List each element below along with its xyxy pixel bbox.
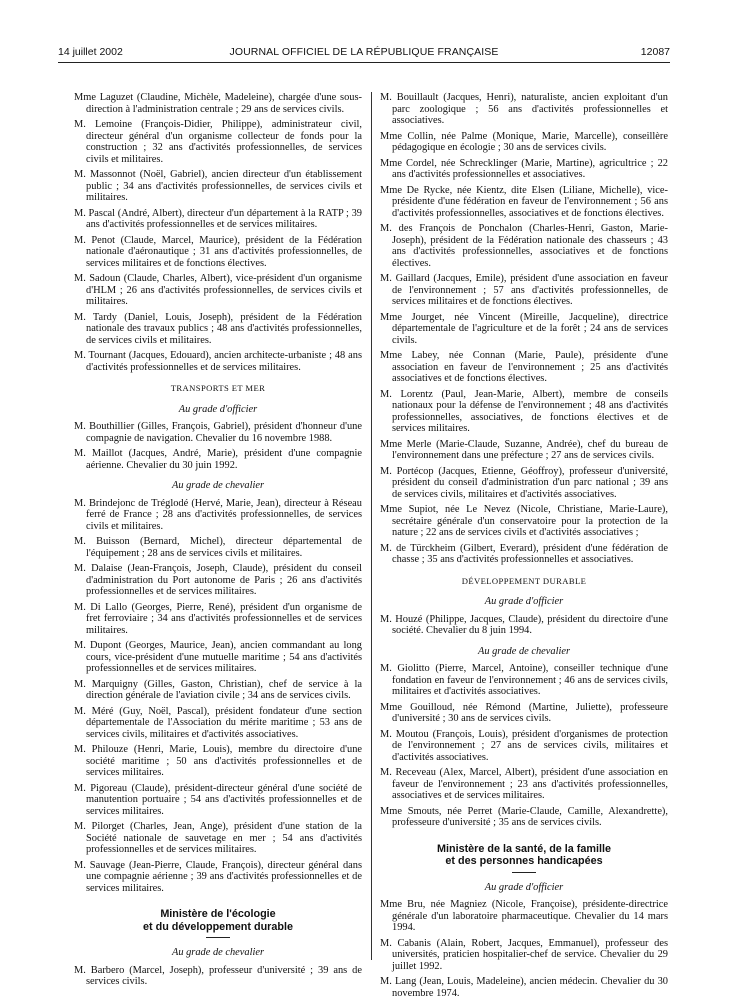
honoree-entry: Mme Labey, née Connan (Marie, Paule), présidente d'une association en faveur de l'environnement ; 25 ans d'activités associatives et de fonctions électives. — [380, 350, 668, 384]
honoree-entry: M. Maillot (Jacques, André, Marie), président d'une compagnie aérienne. Chevalier du 30 juin 1992. — [74, 448, 362, 471]
ministry-heading-line: Ministère de l'écologie — [160, 908, 276, 920]
honoree-entry: M. Bouthillier (Gilles, François, Gabriel), président d'honneur d'une compagnie de navigation. Chevalier du 16 novembre 1988. — [74, 421, 362, 444]
ministry-heading-line: Ministère de la santé, de la famille — [436, 842, 611, 855]
honoree-entry: M. Philouze (Henri, Marie, Louis), membre du directoire d'une société maritime ; 50 ans d'activités professionnelles et de services militaires. — [74, 744, 362, 778]
page-number: 12087 — [640, 46, 670, 58]
honoree-entry: M. Portécop (Jacques, Etienne, Géoffroy), professeur d'université, président du conseil d'administration d'un parc national ; 39 ans de services civils, militaires et d'activités associatives. — [380, 465, 668, 500]
header-rule — [58, 62, 670, 63]
honoree-entry: M. Tardy (Daniel, Louis, Joseph), président de la Fédération nationale des travaux publics ; 48 ans d'activités professionnelles, de services civils et militaires. — [74, 311, 362, 346]
ministry-heading-sante — [380, 843, 668, 873]
honoree-entry: M. Lang (Jean, Louis, Madeleine), ancien médecin. Chevalier du 30 novembre 1974. — [380, 976, 668, 999]
column-divider — [371, 92, 372, 960]
honoree-entry: M. Dupont (Georges, Maurice, Jean), ancien commandant au long cours, vice-président d'une mutuelle maritime ; 54 ans d'activités professionnelles et de services militaires. — [74, 640, 362, 674]
honoree-entry: M. Barbero (Marcel, Joseph), professeur d'université ; 39 ans de services civils. — [74, 964, 362, 987]
left-column — [74, 92, 362, 992]
honoree-entry: M. Pascal (André, Albert), directeur d'un département à la RATP ; 39 ans d'activités professionnelles et de services militaires. — [74, 207, 362, 230]
honoree-entry: M. Lorentz (Paul, Jean-Marie, Albert), membre de conseils nationaux pour la défense de l'environnement ; 48 ans d'activités professionnelles, associatives, de fonctions électives et de services militaires. — [380, 388, 668, 434]
honoree-entry: M. Bouillault (Jacques, Henri), naturaliste, ancien exploitant d'un parc zoologique ; 56 ans d'activités professionnelles et associatives. — [380, 92, 668, 126]
honoree-entry: M. Pigoreau (Claude), président-directeur général d'une société de manutention portuaire ; 54 ans d'activités professionnelles et de services militaires. — [74, 782, 362, 817]
honoree-entry: M. Lemoine (François-Didier, Philippe), administrateur civil, directeur général d'un organisme collecteur de fonds pour la construction ; 32 ans d'activités professionnelles, de services civils et militaires. — [74, 119, 362, 165]
honoree-entry: M. Massonnot (Noël, Gabriel), ancien directeur d'un établissement public ; 34 ans d'activités professionnelles, de services civils et militaires. — [74, 169, 362, 203]
ministry-heading-line: et des personnes handicapées — [445, 855, 603, 867]
honoree-entry: M. Sauvage (Jean-Pierre, Claude, François), directeur général dans une compagnie aérienne ; 39 ans d'activités professionnelles et de services militaires. — [74, 859, 362, 894]
honoree-entry: Mme De Rycke, née Kientz, dite Elsen (Liliane, Michelle), vice-présidente d'une fédération en faveur de l'environnement ; 56 ans d'activités professionnelles, associatives et de fonctions électives. — [380, 184, 668, 219]
honoree-entry: M. Méré (Guy, Noël, Pascal), président fondateur d'une section départementale de l'Association du mérite maritime ; 53 ans de services civils, militaires et d'activités associatives. — [74, 705, 362, 740]
honoree-entry: M. Giolitto (Pierre, Marcel, Antoine), conseiller technique d'une fondation en faveur de l'environnement ; 46 ans de services civils, militaires et d'activités associatives. — [380, 663, 668, 697]
journal-title: JOURNAL OFFICIEL DE LA RÉPUBLIQUE FRANÇAISE — [229, 46, 499, 58]
honoree-entry: M. Sadoun (Claude, Charles, Albert), vice-président d'un organisme d'HLM ; 26 ans d'activités professionnelles, de services civils et militaires. — [74, 273, 362, 307]
grade-heading-officier: Au grade d'officier — [484, 596, 564, 607]
honoree-entry: M. Houzé (Philippe, Jacques, Claude), président du directoire d'une société. Chevalier du 8 juin 1994. — [380, 613, 668, 636]
honoree-entry: Mme Collin, née Palme (Monique, Marie, Marcelle), conseillère pédagogique en écologie ; 30 ans de services civils. — [380, 130, 668, 153]
dev-officier-list — [380, 614, 668, 637]
page-header — [58, 46, 670, 60]
sante-officier-list — [380, 899, 668, 999]
honoree-entry: Mme Smouts, née Perret (Marie-Claude, Camille, Alexandrette), professeure d'université ; 35 ans de services civils. — [380, 805, 668, 828]
honoree-entry: M. Brindejonc de Tréglodé (Hervé, Marie, Jean), directeur à Réseau ferré de France ; 28 ans d'activités professionnelles, de services civils et militaires. — [74, 497, 362, 532]
grade-heading-chevalier: Au grade de chevalier — [171, 480, 265, 491]
honoree-entry: Mme Merle (Marie-Claude, Suzanne, Andrée), chef du bureau de l'environnement dans une préfecture ; 27 ans de services civils. — [380, 438, 668, 461]
honoree-entry: M. Gaillard (Jacques, Emile), président d'une association en faveur de l'environnement ; 57 ans d'activités professionnelles, de services militaires et de fonctions électives. — [380, 273, 668, 307]
honoree-entry: Mme Gouilloud, née Rémond (Martine, Juliette), professeure d'université ; 30 ans de services civils. — [380, 701, 668, 724]
honoree-entry: Mme Supiot, née Le Nevez (Nicole, Christiane, Marie-Laure), secrétaire générale d'un conservatoire pour la protection de la nature ; 22 ans de services civils et d'activités associatives ; — [380, 504, 668, 538]
ministry-separator — [512, 872, 536, 873]
transports-officier-list — [74, 421, 362, 471]
honoree-entry: M. Tournant (Jacques, Edouard), ancien architecte-urbaniste ; 48 ans d'activités professionnelles et de services militaires. — [74, 350, 362, 373]
honoree-entry: M. Dalaise (Jean-François, Joseph, Claude), président du conseil d'administration du Port autonome de Paris ; 26 ans d'activités professionnelles et de services militaires. — [74, 563, 362, 597]
section-title-developpement: DÉVELOPPEMENT DURABLE — [461, 575, 587, 586]
ecologie-chevalier-list — [74, 965, 362, 988]
honoree-entry: M. de Türckheim (Gilbert, Everard), président d'une fédération de chasse ; 35 ans d'activités professionnelles et associatives. — [380, 542, 668, 565]
honoree-entry: M. Cabanis (Alain, Robert, Jacques, Emmanuel), professeur des universités, praticien hospitalier-chef de service. Chevalier du 29 juillet 1992. — [380, 937, 668, 972]
honoree-entry: M. des François de Ponchalon (Charles-Henri, Gaston, Marie-Joseph), président de la Fédération nationale des chasseurs ; 43 ans d'activités professionnelles, associatives et de fonctions électives. — [380, 223, 668, 269]
honoree-entry: M. Buisson (Bernard, Michel), directeur départemental de l'équipement ; 28 ans de services civils et militaires. — [74, 536, 362, 559]
honoree-entry: Mme Jourget, née Vincent (Mireille, Jacqueline), directrice départementale de l'agriculture et de la forêt ; 24 ans de services civils. — [380, 311, 668, 346]
section-title-transports: TRANSPORTS ET MER — [170, 383, 266, 393]
left-intro-list — [74, 92, 362, 373]
honoree-entry: M. Penot (Claude, Marcel, Maurice), président de la Fédération nationale d'aéronautique ; 31 ans d'activités professionnelles, de services militaires et de fonctions électives. — [74, 234, 362, 269]
honoree-entry: M. Di Lallo (Georges, Pierre, René), président d'un organisme de fret ferroviaire ; 34 ans d'activités professionnelles et de services militaires. — [74, 601, 362, 636]
grade-heading-chevalier: Au grade de chevalier — [171, 947, 265, 958]
honoree-entry: M. Receveau (Alex, Marcel, Albert), président d'une association en faveur de l'environnement ; 23 ans d'activités professionnelles, associatives et de services militaires. — [380, 767, 668, 801]
grade-heading-officier: Au grade d'officier — [484, 881, 564, 893]
right-intro-list — [380, 92, 668, 566]
honoree-entry: Mme Laguzet (Claudine, Michèle, Madeleine), chargée d'une sous-direction à l'administration centrale ; 29 ans de services civils. — [74, 92, 362, 115]
honoree-entry: Mme Bru, née Magniez (Nicole, Françoise), présidente-directrice générale d'un laboratoire pharmaceutique. Chevalier du 14 mars 1994. — [380, 899, 668, 933]
grade-heading-officier: Au grade d'officier — [178, 403, 258, 415]
honoree-entry: Mme Cordel, née Schrecklinger (Marie, Martine), agricultrice ; 22 ans d'activités professionnelles et associatives. — [380, 157, 668, 180]
right-column — [380, 92, 668, 1003]
honoree-entry: M. Marquigny (Gilles, Gaston, Christian), chef de service à la direction générale de l'aviation civile ; 34 ans de services civils. — [74, 678, 362, 701]
grade-heading-chevalier: Au grade de chevalier — [477, 645, 571, 657]
dev-chevalier-list — [380, 663, 668, 829]
header-date: 14 juillet 2002 — [58, 46, 123, 58]
ministry-heading-line: et du développement durable — [143, 920, 293, 933]
transports-chevalier-list — [74, 498, 362, 895]
ministry-separator — [206, 937, 230, 938]
ministry-heading-ecologie — [74, 908, 362, 938]
honoree-entry: M. Moutou (François, Louis), président d'organismes de protection de l'environnement ; 27 ans de services civils, militaires et d'activités associatives. — [380, 728, 668, 763]
honoree-entry: M. Pilorget (Charles, Jean, Ange), président d'une station de la Société nationale de sauvetage en mer ; 54 ans d'activités professionnelles et de services militaires. — [74, 821, 362, 855]
